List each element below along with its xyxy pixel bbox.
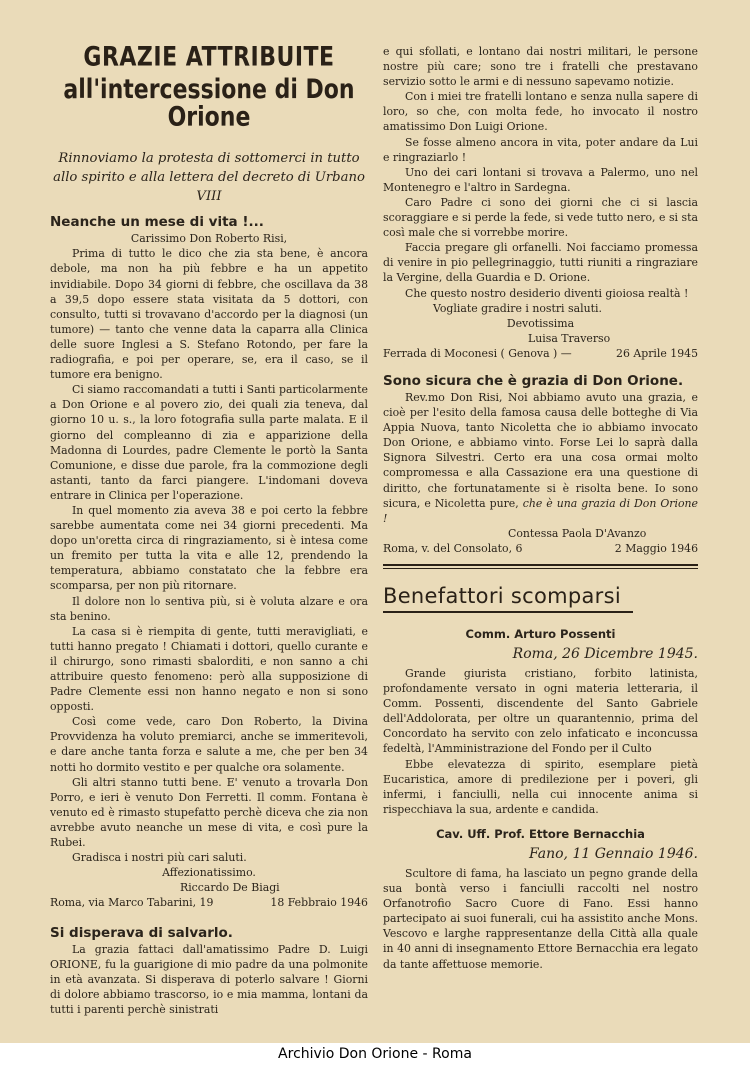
date: 26 Aprile 1945 (616, 346, 698, 360)
paragraph: e qui sfollati, e lontano dai nostri militari, le persone nostre più care; sono tre i fratelli che prestavano servizio sotto le armi e di nessuno sapevamo notizie. (383, 45, 698, 89)
benefactor-name: Comm. Arturo Possenti (465, 627, 616, 641)
subtitle: Rinnoviamo la protesta di sottomerci in tutto allo spirito e alla lettera del decreto di Urbano VIII (53, 151, 365, 205)
article-2-body (50, 942, 368, 1017)
paragraph: Vogliate gradire i nostri saluti. (433, 301, 602, 315)
benefattori-title: Benefattori scomparsi (383, 584, 621, 608)
benefactor-place-date: Roma, 26 Dicembre 1945. (512, 646, 698, 662)
address-date (50, 895, 368, 910)
paragraph: Ebbe elevatezza di spirito, esemplare pietà Eucaristica, amore di predilezione per i poveri, gli infermi, i fanciulli, nella cui innocente anima si rispecchiava la sua, ardente e candida. (383, 757, 698, 816)
page-title (50, 42, 368, 133)
title-line-1: GRAZIE ATTRIBUITE (83, 42, 335, 73)
paragraph (383, 390, 698, 526)
paragraph: La grazia fattaci dall'amatissimo Padre D. Luigi ORIONE, fu la guarigione di mio padre da una polmonite in età avanzata. Si disperava di poterlo salvare ! Giorni di dolore abbiamo trascorso, io e mia mamma, lontani da tutti i parenti perchè sinistrati (50, 942, 368, 1016)
left-column (50, 0, 368, 1017)
paragraph: Grande giurista cristiano, forbito latinista, profondamente versato in ogni materia letteraria, il Comm. Possenti, discendente del Santo Gabriele dell'Addolorata, per oltre un quarantennio, prima del Concordato ha servito con zelo infaticato e inconcussa fedeltà, l'Amministrazione del Fondo per il Culto (383, 667, 698, 756)
signature: Luisa Traverso (528, 331, 611, 345)
paragraph-text: Rev.mo Don Risi, Noi abbiamo avuto una grazia, e cioè per l'esito della famosa causa delle botteghe di Via Appia Nuova, tanto Nicoletta che io abbiamo invocato Don Orione, e abbiamo vinto. Forse Lei lo saprà dalla Signora Silvestri. Certo era una cosa ormai molto compromessa e alla Cassazione era una questione di diritto, che fortunatamente si è risolta bene. Io sono sicura, e Nicoletta pure, (383, 390, 698, 510)
date: 2 Maggio 1946 (614, 541, 698, 555)
closing: Affezionatissimo. (162, 866, 256, 880)
article-1-body (50, 231, 368, 910)
closing: Devotissima (506, 316, 575, 330)
paragraph: Scultore di fama, ha lasciato un pegno grande della sua bontà verso i fanciulli raccolti nel nostro Orfanotrofio Sacro Cuore di Fano. Essi hanno partecipato ai suoi funerali, cui ha assistito anche Mons. Vescovo e larghe rappresentanze della Città alla quale in 40 anni di insegnamento Ettore Bernacchia era legato da tante affettuose memorie. (383, 866, 698, 971)
paragraph: Così come vede, caro Don Roberto, la Divina Provvidenza ha voluto premiarci, anche se immeritevoli, e dare anche tanta forza e salute a me, che per ben 34 notti ho dormito vestito e per qualche ora solamente. (50, 715, 368, 774)
benefactor-body (383, 866, 698, 972)
address: Roma, v. del Consolato, 6 (383, 541, 523, 555)
date: 18 Febbraio 1946 (270, 896, 368, 910)
salutation: Carissimo Don Roberto Risi, (130, 232, 288, 246)
article-3-body (383, 390, 698, 556)
paragraph: Faccia pregare gli orfanelli. Noi facciamo promessa di venire in pio pellegrinaggio, tutti riuniti a ringraziare la Vergine, della Guardia e D. Orione. (383, 241, 698, 285)
address: Ferrada di Moconesi ( Genova ) — (383, 346, 572, 360)
section-divider (383, 564, 698, 566)
paragraph: Uno dei cari lontani si trovava a Palermo, uno nel Montenegro e l'altro in Sardegna. (383, 165, 698, 194)
benefattori-underline (383, 611, 633, 613)
article-2-continued (383, 44, 698, 361)
paragraph: Ci siamo raccomandati a tutti i Santi particolarmente a Don Orione e al povero zio, dei quali zia teneva, dal giorno 10 u. s., la loro fotografia sulla parte malata. E il giorno del compleanno di zia e apparizione della Madonna di Lourdes, padre Clemente le portò la Santa Comunione, e disse due parole, fra la commozione degli astanti, tanto da farci piangere. L'indomani doveva entrare in Clinica per l'operazione. (50, 383, 368, 502)
section-divider-thin (383, 568, 698, 569)
benefactor-body (383, 666, 698, 817)
signature: Riccardo De Biagi (180, 881, 280, 895)
benefactor-name: Cav. Uff. Prof. Ettore Bernacchia (436, 826, 645, 841)
paragraph: Se fosse almeno ancora in vita, poter andare da Lui e ringraziarlo ! (383, 135, 698, 164)
archive-footer: Archivio Don Orione - Roma (0, 1043, 750, 1065)
paragraph: Che questo nostro desiderio diventi gioiosa realtà ! (405, 286, 689, 300)
article-1-title: Neanche un mese di vita !... (50, 214, 264, 231)
paragraph: Caro Padre ci sono dei giorni che ci si lascia scoraggiare e si perde la fede, si vede tutto nero, e si sta così male che si vorrebbe morire. (383, 195, 698, 240)
article-2-title: Si disperava di salvarlo. (50, 924, 233, 941)
paragraph: Il dolore non lo sentiva più, si è voluta alzare e ora sta benino. (50, 594, 368, 623)
paragraph: Prima di tutto le dico che zia sta bene, è ancora debole, ma non ha più febbre e ha un appetito invidiabile. Dopo 34 giorni di febbre, che oscillava da 38 a 39,5 dopo essere stata visitata da 5 dottori, con consulto, tutti si trovavano d'accordo per la diagnosi (un tumore) — tanto che venne data la caparra alla Clinica delle suore Inglesi a S. Stefano Rotondo, per fare la radiografia, e poi per operare, se, era il caso, se il tumore era benigno. (50, 247, 368, 382)
right-column (383, 44, 698, 972)
paragraph: In quel momento zia aveva 38 e poi certo la febbre sarebbe aumentata come nei 34 giorni precedenti. Ma dopo un'oretta circa di ringraziamento, si è intesa come un fremito per tutta la vita e alle 12, prendendo la temperatura, abbiamo constatato che la febbre era scomparsa, per non più ritornare. (50, 503, 368, 593)
paragraph-italic: che è una grazia di Don Orione ! (383, 496, 698, 525)
paragraph: La casa si è riempita di gente, tutti meravigliati, e tutti hanno pregato ! Chiamati i dottori, quello curante e il chirurgo, sono rimasti sbalorditi, e non sanno a chi attribuire questo fenomeno: però alla supposizione di Padre Clemente essi non hanno negato e non si sono opposti. (50, 624, 368, 714)
title-line-2: all'intercessione di Don Orione (63, 75, 355, 133)
paragraph: Con i miei tre fratelli lontano e senza nulla sapere di loro, so che, con molta fede, ho invocato il nostro amatissimo Don Luigi Orione. (383, 90, 698, 134)
article-3-title: Sono sicura che è grazia di Don Orione. (383, 372, 684, 389)
paragraph: Gradisca i nostri più cari saluti. (72, 851, 247, 865)
signature: Contessa Paola D'Avanzo (508, 526, 647, 540)
benefactor-place-date: Fano, 11 Gennaio 1946. (528, 845, 698, 862)
address-date (383, 541, 698, 556)
address-date (383, 346, 698, 361)
paragraph: Gli altri stanno tutti bene. E' venuto a trovarla Don Porro, e ieri è venuto Don Ferretti. Il comm. Fontana è venuto ed è rimasto stupefatto perchè diceva che zia non avrebbe avuto neanche un mese di vita, e così pure la Rubei. (50, 775, 368, 850)
address: Roma, via Marco Tabarini, 19 (50, 896, 214, 910)
